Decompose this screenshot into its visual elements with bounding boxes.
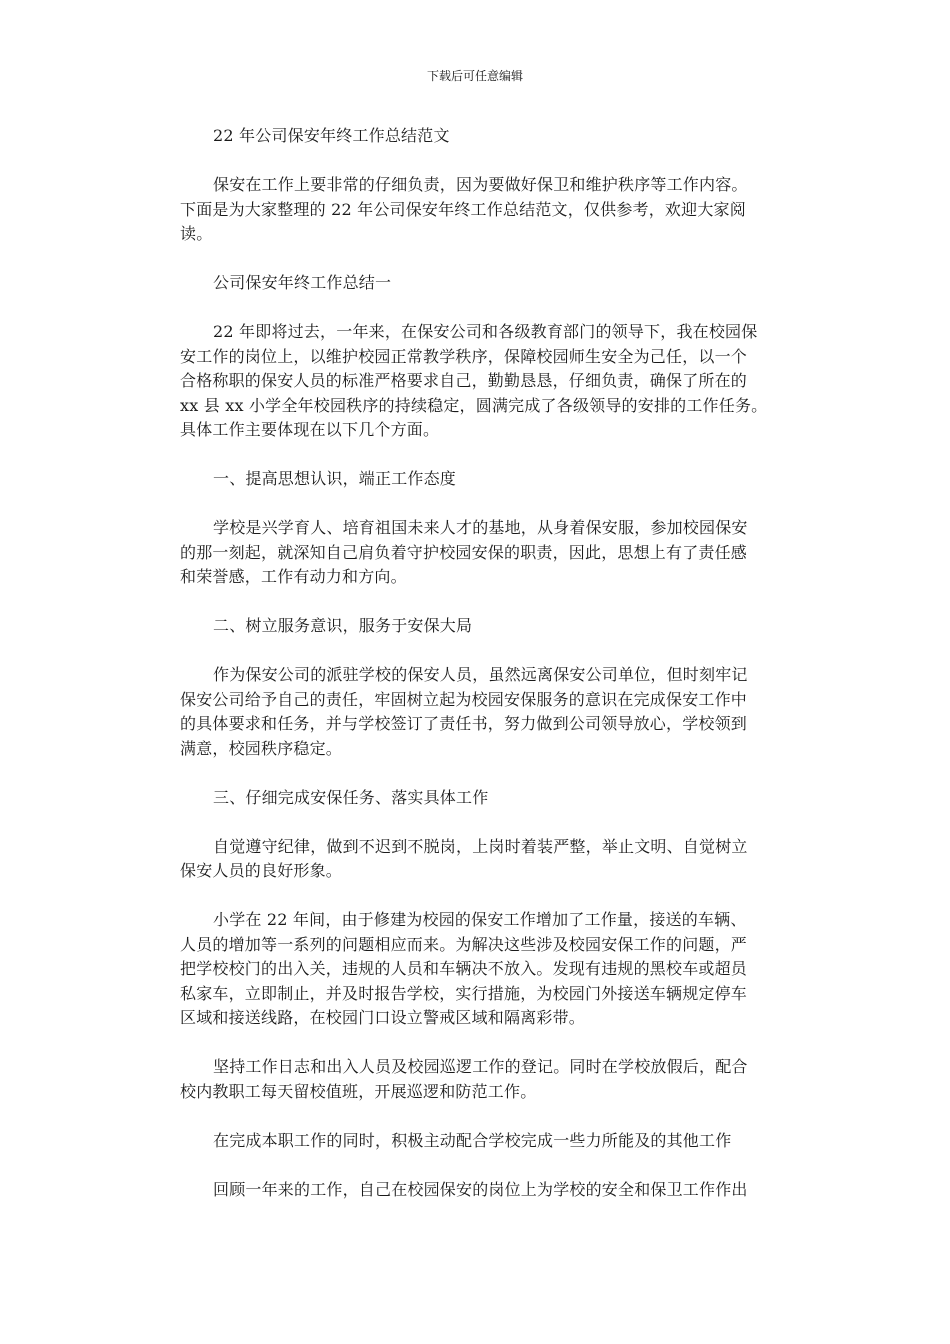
document-body — [180, 124, 786, 1202]
paragraph-1 — [180, 320, 786, 443]
paragraph-line: 回顾一年来的工作，自己在校园保安的岗位上为学校的安全和保卫工作作出 — [213, 1179, 748, 1199]
paragraph-line: 满意，校园秩序稳定。 — [180, 738, 343, 758]
document-title: 22 年公司保安年终工作总结范文 — [213, 126, 450, 145]
paragraph-line: 保安在工作上要非常的仔细负责，因为要做好保卫和维护秩序等工作内容。 — [213, 175, 748, 194]
paragraph-line: 把学校校门的出入关，违规的人员和车辆决不放入。发现有违规的黑校车或超员 — [180, 959, 748, 978]
paragraph-6 — [180, 1055, 786, 1104]
intro-paragraph — [180, 173, 786, 247]
paragraph-line: 自觉遵守纪律，做到不迟到不脱岗，上岗时着装严整，举止文明、自觉树立 — [213, 836, 748, 856]
header-note: 下载后可任意编辑 — [426, 69, 523, 83]
section-title: 公司保安年终工作总结一 — [213, 273, 392, 292]
paragraph-line: 保安公司给予自己的责任，牢固树立起为校园安保服务的意识在完成保安工作中 — [180, 689, 748, 709]
paragraph-line: 读。 — [180, 224, 213, 243]
paragraph-7 — [180, 1129, 786, 1154]
paragraph-line: 22 年即将过去，一年来，在保安公司和各级教育部门的领导下，我在校园保 — [213, 322, 758, 341]
paragraph-line: 校内教职工每天留校值班，开展巡逻和防范工作。 — [180, 1081, 537, 1101]
paragraph-8 — [180, 1178, 786, 1203]
paragraph-5 — [180, 908, 786, 1031]
paragraph-line: 私家车，立即制止，并及时报告学校，实行措施，为校园门外接送车辆规定停车 — [180, 983, 748, 1003]
paragraph-line: 区域和接送线路，在校园门口设立警戒区域和隔离彩带。 — [180, 1008, 586, 1027]
paragraph-line: 坚持工作日志和出入人员及校园巡逻工作的登记。同时在学校放假后，配合 — [213, 1057, 748, 1076]
paragraph-line: 作为保安公司的派驻学校的保安人员，虽然远离保安公司单位，但时刻牢记 — [213, 665, 748, 684]
paragraph-line: 的那一刻起，就深知自己肩负着守护校园安保的职责，因此，思想上有了责任感 — [180, 542, 748, 562]
paragraph-line: 小学在 22 年间，由于修建为校园的保安工作增加了工作量，接送的车辆、 — [213, 910, 747, 929]
paragraph-line: 安工作的岗位上，以维护校园正常教学秩序，保障校园师生安全为己任，以一个 — [180, 346, 748, 366]
paragraph-line: 的具体要求和任务，并与学校签订了责任书，努力做到公司领导放心，学校领到 — [180, 714, 748, 733]
paragraph-2 — [180, 516, 786, 590]
paragraph-line: 下面是为大家整理的 22 年公司保安年终工作总结范文，仅供参考，欢迎大家阅 — [180, 199, 746, 219]
heading-3: 三、仔细完成安保任务、落实具体工作 — [213, 787, 489, 807]
paragraph-line: 在完成本职工作的同时，积极主动配合学校完成一些力所能及的其他工作 — [213, 1130, 732, 1150]
paragraph-line: 合格称职的保安人员的标准严格要求自己，勤勤恳恳，仔细负责，确保了所在的 — [180, 371, 748, 390]
paragraph-line: 学校是兴学育人、培育祖国未来人才的基地，从身着保安服，参加校园保安 — [213, 518, 748, 537]
paragraph-line: 人员的增加等一系列的问题相应而来。为解决这些涉及校园安保工作的问题，严 — [180, 934, 748, 954]
paragraph-line: 和荣誉感，工作有动力和方向。 — [180, 567, 407, 586]
paragraph-line: xx 县 xx 小学全年校园秩序的持续稳定，圆满完成了各级领导的安排的工作任务。 — [180, 395, 768, 415]
paragraph-3 — [180, 663, 786, 761]
paragraph-4 — [180, 835, 786, 884]
paragraph-line: 具体工作主要体现在以下几个方面。 — [180, 420, 440, 439]
heading-1: 一、提高思想认识，端正工作态度 — [213, 469, 457, 488]
paragraph-line: 保安人员的良好形象。 — [180, 861, 343, 880]
heading-2: 二、树立服务意识，服务于安保大局 — [213, 616, 473, 635]
